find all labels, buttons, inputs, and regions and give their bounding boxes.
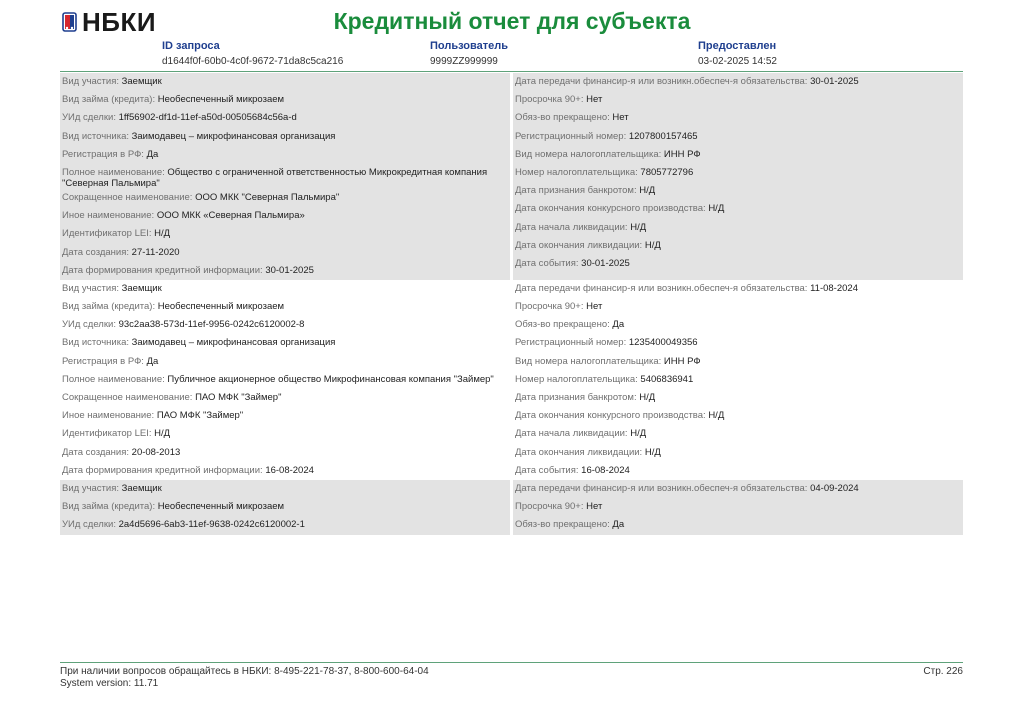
field-label: Дата создания: <box>62 246 132 258</box>
field-label: Вид участия: <box>62 482 122 494</box>
field-label: Дата формирования кредитной информации: <box>62 264 266 276</box>
field-value: 1235400049356 <box>628 337 698 349</box>
field-value: Н/Д <box>644 446 661 458</box>
field-label: Дата события: <box>515 464 582 476</box>
record-column-left <box>60 280 510 480</box>
provided-value: 03-02-2025 14:52 <box>698 56 777 67</box>
field-label: УИд сделки: <box>62 112 119 124</box>
record-field <box>515 425 961 443</box>
field-value: ПАО МФК "Займер" <box>156 410 244 422</box>
field-value: ПАО МФК "Займер" <box>195 392 282 403</box>
field-label: Идентификатор LEI: <box>62 228 155 240</box>
record-field <box>515 280 961 298</box>
record-field <box>62 462 508 480</box>
field-label: Регистрационный номер: <box>515 337 629 349</box>
field-value: Нет <box>586 94 603 106</box>
record-field <box>62 280 508 298</box>
field-value: Н/Д <box>708 203 725 215</box>
field-value: 16-08-2024 <box>265 464 314 476</box>
field-label: Сокращенное наименование: <box>62 392 196 403</box>
field-label: Дата создания: <box>62 446 132 458</box>
field-label: Регистрационный номер: <box>515 130 629 142</box>
field-label: Дата передачи финансир-я или возникн.обеспеч-я обязательства: <box>515 282 811 294</box>
record-field <box>62 128 508 146</box>
field-label: Дата начала ликвидации: <box>515 428 631 440</box>
brand-name: НБКИ <box>82 7 157 37</box>
field-label: Просрочка 90+: <box>515 94 587 106</box>
record-field <box>62 425 508 443</box>
field-label: УИд сделки: <box>62 319 119 331</box>
provided-block <box>698 40 777 67</box>
user-label: Пользователь <box>430 40 509 52</box>
field-value: 30-01-2025 <box>265 264 314 276</box>
record-field <box>62 371 508 389</box>
field-value: Н/Д <box>644 239 661 251</box>
page-number: Стр. 226 <box>923 666 963 677</box>
field-value: Н/Д <box>154 428 171 440</box>
field-label: Дата окончания ликвидации: <box>515 239 645 251</box>
record-field <box>515 480 961 498</box>
field-value: Нет <box>586 501 603 513</box>
field-label: Номер налогоплательщика: <box>515 166 641 178</box>
field-value: Необеспеченный микрозаем <box>157 501 285 513</box>
field-value: 04-09-2024 <box>810 482 859 494</box>
record-field <box>62 146 508 164</box>
field-value: 5406836941 <box>640 373 694 385</box>
record-field <box>515 219 961 237</box>
field-value: ИНН РФ <box>663 148 701 160</box>
field-label: Полное наименование: <box>62 373 168 385</box>
field-label: Вид источника: <box>62 337 132 349</box>
field-value: Да <box>612 319 625 331</box>
field-value: Н/Д <box>630 221 647 233</box>
request-id-block <box>162 40 343 67</box>
field-label: УИд сделки: <box>62 519 119 531</box>
user-block <box>430 40 508 67</box>
record-field <box>62 389 508 407</box>
record-field <box>515 73 961 91</box>
field-value: 1207800157465 <box>628 130 698 142</box>
field-label: Вид источника: <box>62 130 132 142</box>
records-table <box>60 73 963 535</box>
field-label: Дата передачи финансир-я или возникн.обеспеч-я обязательства: <box>515 482 811 494</box>
field-label: Обяз-во прекращено: <box>515 112 613 124</box>
user-value: 9999ZZ999999 <box>430 56 498 67</box>
field-value: Да <box>146 355 159 367</box>
field-value: Н/Д <box>639 185 656 197</box>
field-label: Иное наименование: <box>62 410 157 422</box>
record-field <box>515 237 961 255</box>
field-label: Иное наименование: <box>62 210 157 222</box>
field-label: Вид займа (кредита): <box>62 301 158 313</box>
field-value: Нет <box>586 301 603 313</box>
field-label: Вид займа (кредита): <box>62 501 158 513</box>
record-field <box>62 480 508 498</box>
field-label: Просрочка 90+: <box>515 501 587 513</box>
field-label: Обяз-во прекращено: <box>515 519 613 531</box>
field-label: Дата начала ликвидации: <box>515 221 631 233</box>
field-value: Н/Д <box>708 410 725 422</box>
field-value: 16-08-2024 <box>581 464 630 476</box>
field-value: ИНН РФ <box>663 355 701 367</box>
field-label: Дата передачи финансир-я или возникн.обеспеч-я обязательства: <box>515 76 811 87</box>
field-value: 2a4d5696-6ab3-11ef-9638-0242c6120002-1 <box>118 519 305 531</box>
record-field <box>62 244 508 262</box>
record-field <box>62 225 508 243</box>
field-label: Сокращенное наименование: <box>62 191 196 203</box>
field-value: Да <box>612 519 625 531</box>
field-value: 20-08-2013 <box>131 446 181 458</box>
field-label: Вид участия: <box>62 76 122 87</box>
field-value: Необеспеченный микрозаем <box>157 94 285 106</box>
footer <box>60 666 429 690</box>
record-field <box>515 316 961 334</box>
record-column-left <box>60 73 510 280</box>
request-id-label: ID запроса <box>162 40 220 52</box>
record-field <box>515 200 961 218</box>
field-label: Дата признания банкротом: <box>515 392 640 403</box>
field-label: Просрочка 90+: <box>515 301 587 313</box>
field-value: Заемщик <box>121 482 162 494</box>
record-column-right <box>513 480 963 535</box>
record-field <box>62 164 508 189</box>
record-field <box>62 516 508 534</box>
field-value: Да <box>146 148 159 160</box>
record-field <box>62 207 508 225</box>
record-field <box>515 91 961 109</box>
field-label: Идентификатор LEI: <box>62 428 155 440</box>
record-field <box>515 182 961 200</box>
record-field <box>515 298 961 316</box>
record-field <box>515 334 961 352</box>
record-block <box>60 73 963 280</box>
record-field <box>515 255 961 273</box>
field-label: Дата окончания ликвидации: <box>515 446 645 458</box>
record-field <box>62 407 508 425</box>
field-value: 30-01-2025 <box>810 76 859 87</box>
record-block <box>60 480 963 535</box>
field-label: Вид номера налогоплательщика: <box>515 355 664 367</box>
record-block <box>60 280 963 480</box>
field-value: Публичное акционерное общество Микрофинансовая компания "Займер" <box>167 373 494 385</box>
record-field <box>515 462 961 480</box>
record-column-right <box>513 280 963 480</box>
record-field <box>515 353 961 371</box>
field-value: Заимодавец – микрофинансовая организация <box>131 130 336 142</box>
field-value: 93c2aa38-573d-11ef-9956-0242c6120002-8 <box>118 319 305 331</box>
record-field <box>62 298 508 316</box>
record-field <box>515 146 961 164</box>
record-field <box>515 444 961 462</box>
field-value: 11-08-2024 <box>810 282 858 294</box>
record-field <box>515 516 961 534</box>
field-value: Н/Д <box>639 392 656 403</box>
field-label: Вид займа (кредита): <box>62 94 158 106</box>
footer-contact: При наличии вопросов обращайтесь в НБКИ: 8-495-221-78-37, 8-800-600-64-04 <box>60 666 429 677</box>
footer-version: System version: 11.71 <box>60 678 159 689</box>
field-value: Необеспеченный микрозаем <box>157 301 285 313</box>
field-value: Общество с ограниченной ответственностью Микрокредитная компания "Северная Пальмира" <box>62 166 488 189</box>
header-divider <box>60 71 963 72</box>
field-value: ООО МКК «Северная Пальмира» <box>156 210 305 222</box>
field-value: Заемщик <box>121 76 162 87</box>
record-field <box>62 334 508 352</box>
record-field <box>62 109 508 127</box>
field-label: Номер налогоплательщика: <box>515 373 641 385</box>
provided-label: Предоставлен <box>698 40 777 52</box>
field-label: Дата окончания конкурсного производства: <box>515 410 709 422</box>
record-column-right <box>513 73 963 280</box>
field-value: 7805772796 <box>640 166 694 178</box>
record-field <box>62 316 508 334</box>
record-field <box>62 189 508 207</box>
field-label: Дата признания банкротом: <box>515 185 640 197</box>
field-label: Полное наименование: <box>62 166 168 178</box>
record-field <box>515 371 961 389</box>
field-label: Вид номера налогоплательщика: <box>515 148 664 160</box>
field-value: Нет <box>612 112 629 124</box>
record-field <box>515 164 961 182</box>
field-value: 1ff56902-df1d-11ef-a50d-00505684c56a-d <box>118 112 297 124</box>
field-value: Заемщик <box>121 282 162 294</box>
field-label: Регистрация в РФ: <box>62 148 147 160</box>
footer-divider <box>60 662 963 663</box>
field-value: Н/Д <box>154 228 171 240</box>
record-field <box>515 109 961 127</box>
record-field <box>515 407 961 425</box>
record-field <box>62 353 508 371</box>
record-field <box>62 73 508 91</box>
record-field <box>62 91 508 109</box>
field-label: Регистрация в РФ: <box>62 355 147 367</box>
request-id-value: d1644f0f-60b0-4c0f-9672-71da8c5ca216 <box>162 56 344 67</box>
record-column-left <box>60 480 510 535</box>
field-value: 27-11-2020 <box>131 246 180 258</box>
field-value: Н/Д <box>630 428 647 440</box>
record-field <box>515 498 961 516</box>
field-label: Дата окончания конкурсного производства: <box>515 203 709 215</box>
field-label: Дата события: <box>515 257 582 269</box>
field-label: Дата формирования кредитной информации: <box>62 464 266 476</box>
field-label: Вид участия: <box>62 282 122 294</box>
field-label: Обяз-во прекращено: <box>515 319 613 331</box>
field-value: ООО МКК "Северная Пальмира" <box>195 191 340 203</box>
record-field <box>62 262 508 280</box>
record-field <box>515 128 961 146</box>
field-value: 30-01-2025 <box>581 257 630 269</box>
record-field <box>62 498 508 516</box>
page-title: Кредитный отчет для субъекта <box>333 8 691 34</box>
record-field <box>515 389 961 407</box>
record-field <box>62 444 508 462</box>
field-value: Заимодавец – микрофинансовая организация <box>131 337 336 349</box>
